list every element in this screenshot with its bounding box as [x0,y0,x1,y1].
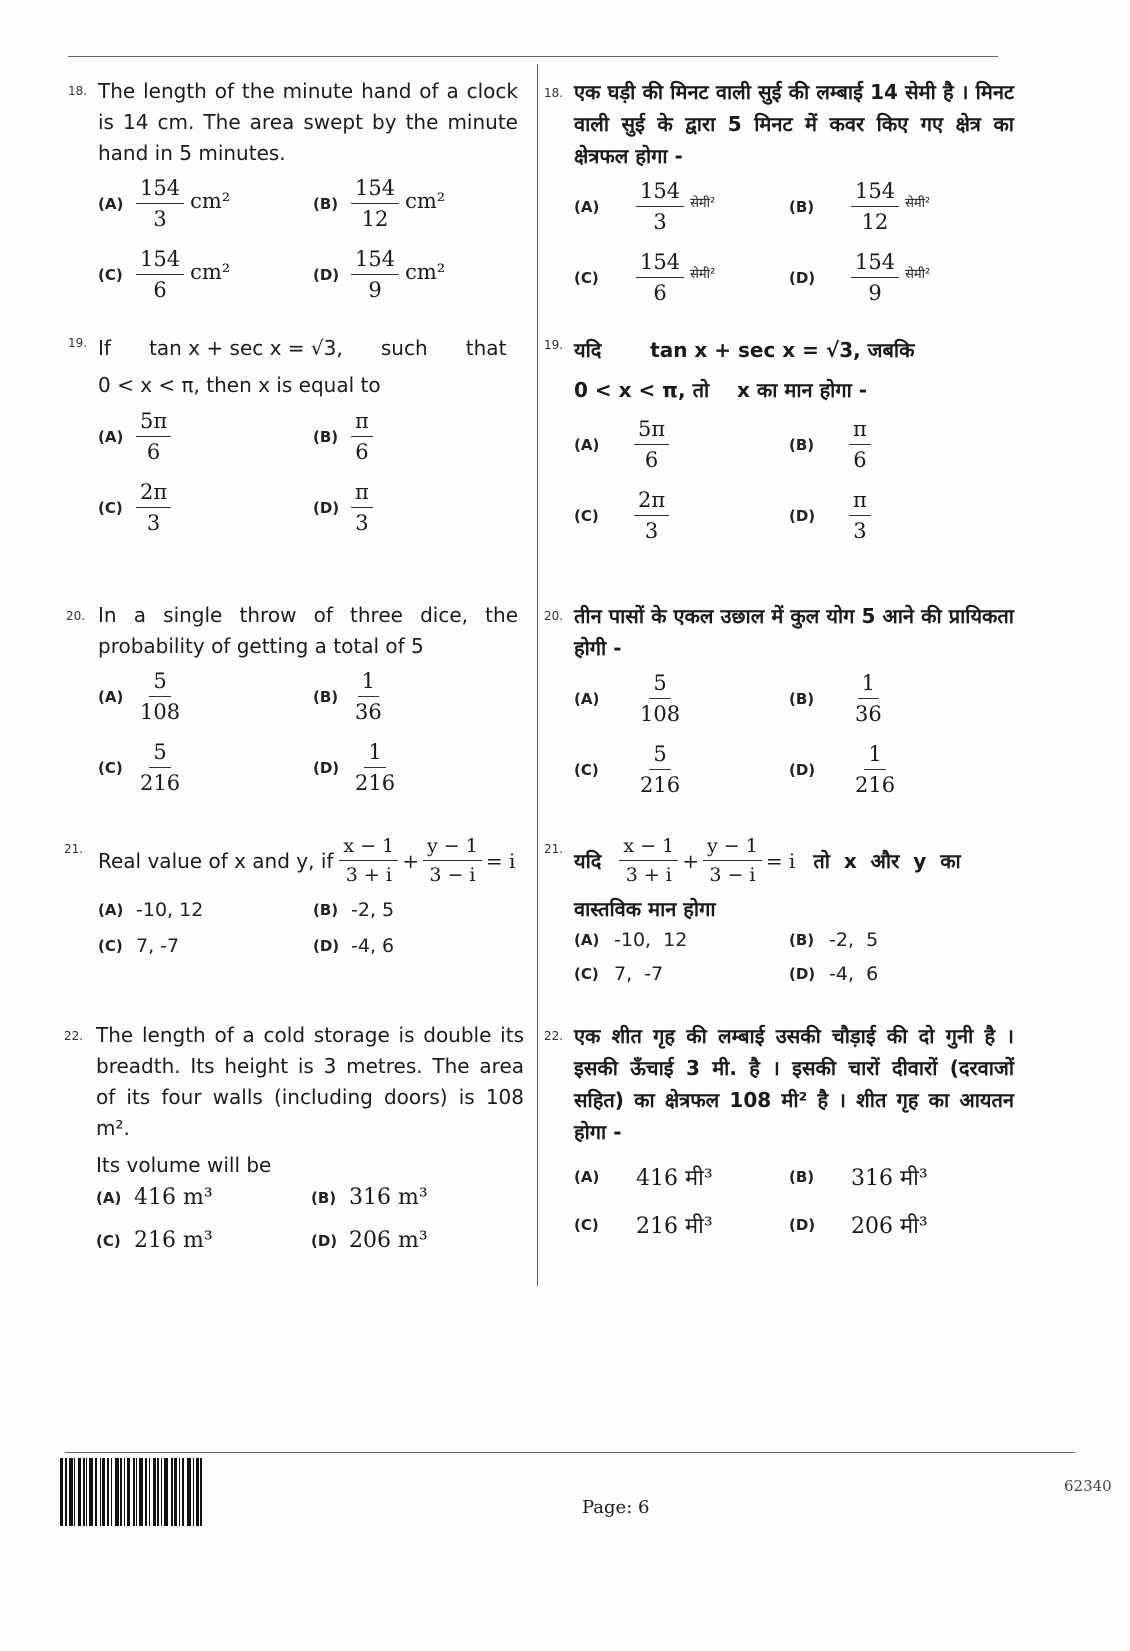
option-d[interactable]: (D) $\frac{1}{216}$ [313,737,528,798]
option-d[interactable]: (D) -4, 6 [313,935,395,957]
option-d[interactable]: (D) $\frac{154}{9}$ सेमी² [789,247,1004,308]
option-c[interactable]: (C) 7, -7 [98,935,180,957]
question-number: 20. [544,609,564,623]
option-b[interactable]: (B) 316 मी³ [789,1166,928,1191]
option-b[interactable]: (B) $\frac{1}{36}$ [313,666,528,727]
option-b[interactable]: (B) $\frac{\pi}{6}$ [313,406,528,467]
question-text-line1: If tan x + sec x = √3, such that [98,336,507,360]
option-b[interactable]: (B) -2, 5 [789,929,879,951]
option-a[interactable]: (A) $\frac{5\pi}{6}$ [574,414,789,475]
options [574,414,1014,546]
option-a[interactable]: (A) $\frac{5}{108}$ [98,666,313,727]
option-a[interactable]: (A) 416 m³ [96,1185,213,1210]
question-text: Real value of x and y, if $\frac{x - 1}{3 + i}$ + $\frac{y - 1}{3 - i}$ = i [98,832,524,889]
page-number: Page: 6 [582,1497,650,1518]
question-21-hi [544,832,1014,985]
option-d[interactable]: (D) $\frac{1}{216}$ [789,739,1004,800]
option-d[interactable]: (D) -4, 6 [789,963,879,985]
option-b[interactable]: (B) -2, 5 [313,899,395,921]
option-c[interactable]: (C) 7, -7 [574,963,664,985]
question-number: 21. [64,842,84,856]
options [574,929,1014,985]
question-number: 18. [68,84,88,98]
options [98,173,518,305]
option-b[interactable]: (B) $\frac{154}{12}$ cm² [313,173,528,234]
options [574,668,1014,800]
option-c[interactable]: (C) $\frac{2\pi}{3}$ [574,485,789,546]
option-a[interactable]: (A) $\frac{5}{108}$ [574,668,789,729]
question-22-en [64,1020,524,1253]
question-number: 19. [68,336,88,350]
question-text: In a single throw of three dice, the probability of getting a total of 5 [98,603,518,658]
option-b[interactable]: (B) $\frac{154}{12}$ सेमी² [789,176,1004,237]
question-text: तीन पासों के एकल उछाल में कुल योग 5 आने की प्रायिकता होगी - [574,604,1014,660]
question-18-en [68,76,518,305]
option-c[interactable]: (C) $\frac{5}{216}$ [98,737,313,798]
footer-rule [65,1452,1075,1453]
question-19-hi [544,330,1014,546]
option-c[interactable]: (C) $\frac{5}{216}$ [574,739,789,800]
question-number: 19. [544,338,564,352]
question-number: 22. [64,1029,84,1043]
question-text-line1: यदि tan x + sec x = √3, जबकि [574,338,915,362]
option-d[interactable]: (D) $\frac{\pi}{3}$ [313,477,528,538]
question-text: यदि $\frac{x - 1}{3 + i}$ + $\frac{y - 1}{3 - i}$ = i तो x और y का [574,832,1014,889]
question-number: 21. [544,842,564,856]
option-d[interactable]: (D) $\frac{\pi}{3}$ [789,485,1004,546]
option-d[interactable]: (D) $\frac{154}{9}$ cm² [313,244,528,305]
question-19-en [68,328,518,538]
question-number: 18. [544,86,564,100]
option-b[interactable]: (B) 316 m³ [311,1185,428,1210]
option-c[interactable]: (C) $\frac{154}{6}$ cm² [98,244,313,305]
option-a[interactable]: (A) -10, 12 [98,899,204,921]
paper-code: 62340 [1064,1477,1112,1495]
question-text-line2: 0 < x < π, तो x का मान होगा - [574,378,868,402]
options [96,1185,524,1253]
column-divider [537,64,538,1286]
question-text-line2: 0 < x < π, then x is equal to [98,373,381,397]
question-text-line2: Its volume will be [96,1153,272,1177]
question-number: 20. [66,609,86,623]
options [574,1162,1014,1240]
question-20-en [66,600,518,798]
option-a[interactable]: (A) 416 मी³ [574,1166,713,1191]
question-text: The length of a cold storage is double its breadth. Its height is 3 metres. The area of its four walls (including doors) is 108 m². [96,1023,524,1140]
option-c[interactable]: (C) 216 m³ [96,1228,213,1253]
option-a[interactable]: (A) $\frac{5\pi}{6}$ [98,406,313,467]
question-22-hi [544,1020,1014,1240]
option-d[interactable]: (D) 206 मी³ [789,1214,928,1239]
option-a[interactable]: (A) -10, 12 [574,929,688,951]
barcode-image [60,1458,252,1526]
question-text: एक घड़ी की मिनट वाली सुई की लम्बाई 14 सेमी है । मिनट वाली सुई के द्वारा 5 मिनट में कवर किए गए क्षेत्र का क्षेत्रफल होगा - [574,80,1014,168]
option-c[interactable]: (C) $\frac{2\pi}{3}$ [98,477,313,538]
options [98,899,524,957]
options [574,176,1014,308]
question-text: The length of the minute hand of a clock is 14 cm. The area swept by the minute hand in 5 minutes. [98,79,518,165]
question-number: 22. [544,1029,564,1043]
header-rule [68,56,998,57]
option-a[interactable]: (A) $\frac{154}{3}$ सेमी² [574,176,789,237]
question-21-en [64,832,524,957]
option-b[interactable]: (B) $\frac{\pi}{6}$ [789,414,1004,475]
option-c[interactable]: (C) $\frac{154}{6}$ सेमी² [574,247,789,308]
question-text: एक शीत गृह की लम्बाई उसकी चौड़ाई की दो गुनी है । इसकी ऊँचाई 3 मी. है । इसकी चारों दीवारों (दरवाजों सहित) का क्षेत्रफल 108 मी² है । शीत गृह का आयतन होगा - [574,1024,1014,1144]
question-20-hi [544,600,1014,800]
option-d[interactable]: (D) 206 m³ [311,1228,428,1253]
question-text-line2: वास्तविक मान होगा [574,897,716,921]
option-c[interactable]: (C) 216 मी³ [574,1214,713,1239]
option-a[interactable]: (A) $\frac{154}{3}$ cm² [98,173,313,234]
question-18-hi [544,76,1014,308]
options [98,406,518,538]
option-b[interactable]: (B) $\frac{1}{36}$ [789,668,1004,729]
options [98,666,518,798]
